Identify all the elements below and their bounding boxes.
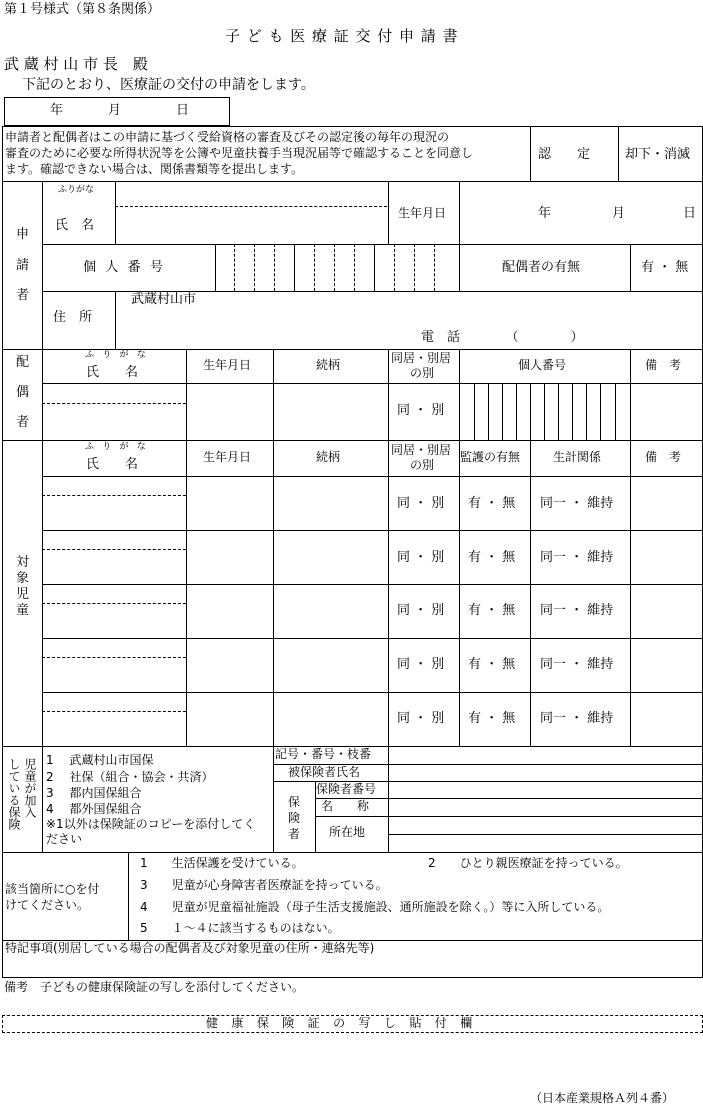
child-2-cohab-choice[interactable]: 同 ・ 別 — [397, 550, 445, 565]
children-label-2: 象 — [16, 571, 30, 586]
child-3-name-field[interactable] — [42, 584, 186, 638]
footer-standard: （日本産業規格Ａ列４番） — [530, 1091, 675, 1105]
spouse-label-2: 偶 — [16, 385, 30, 400]
remarks-text: 備考 子どもの健康保険証の写しを添付してください。 — [4, 980, 305, 994]
child-4-custody-choice[interactable]: 有 ・ 無 — [468, 657, 516, 672]
child-2-name-field[interactable] — [42, 530, 186, 584]
child-1-custody-choice[interactable]: 有 ・ 無 — [468, 496, 516, 511]
insurer-number-label: 保険者番号 — [316, 782, 377, 796]
spouse-dob-label: 生年月日 — [203, 358, 252, 372]
child-3-cohab-choice[interactable]: 同 ・ 別 — [397, 603, 445, 618]
child-3-relation-field[interactable] — [273, 584, 388, 638]
children-label-4: 童 — [16, 603, 30, 618]
phone-label: 電 話 （ ） — [421, 330, 584, 345]
applicant-dob-year: 年 — [538, 206, 552, 221]
spouse-cohab-choice[interactable]: 同 ・ 別 — [397, 403, 445, 418]
applicable-item-5[interactable]: 5 １～４に該当するものはない。 — [140, 921, 340, 935]
children-dob-label: 生年月日 — [203, 450, 252, 464]
spouse-remarks-label: 備 考 — [645, 358, 682, 372]
applicant-dob-month: 月 — [612, 206, 626, 221]
applicable-item-2[interactable]: 2 ひとり親医療証を持っている。 — [428, 856, 628, 870]
child-1-livelihood-choice[interactable]: 同一 ・ 維持 — [540, 496, 614, 511]
child-2-remarks-field[interactable] — [630, 530, 703, 584]
spouse-cohab-label-1: 同居・別居 — [391, 351, 452, 365]
insurance-label-col1: 児童が加入 — [23, 758, 37, 818]
applicant-dob-field[interactable] — [459, 181, 703, 244]
insurer-label-2: 険 — [288, 811, 301, 825]
applicable-item-1[interactable]: 1 生活保護を受けている。 — [140, 856, 304, 870]
insurance-option-4[interactable]: 4 都外国保組合 — [46, 802, 142, 816]
spouse-mynumber-label: 個人番号 — [518, 358, 567, 372]
child-2-dob-field[interactable] — [186, 530, 273, 584]
child-2-livelihood-choice[interactable]: 同一 ・ 維持 — [540, 550, 614, 565]
child-3-remarks-field[interactable] — [630, 584, 703, 638]
applicant-label-1: 申 — [16, 227, 30, 242]
spouse-presence-choice[interactable]: 有 ・ 無 — [641, 260, 689, 275]
child-5-dob-field[interactable] — [186, 692, 273, 746]
child-4-relation-field[interactable] — [273, 638, 388, 692]
spouse-presence-label: 配偶者の有無 — [502, 260, 581, 275]
spouse-name-label: 氏 名 — [86, 365, 139, 380]
applicant-address-field[interactable] — [115, 291, 703, 349]
children-label-1: 対 — [16, 555, 30, 570]
children-livelihood-label: 生計関係 — [553, 450, 602, 464]
child-4-dob-field[interactable] — [186, 638, 273, 692]
page-title: 子ども医療証交付申請書 — [225, 27, 465, 45]
addressee: 武 蔵 村 山 市 長 殿 — [4, 55, 148, 73]
children-cohab-label-1: 同居・別居 — [391, 443, 452, 457]
form-number: 第１号様式（第８条関係） — [4, 2, 161, 17]
child-1-dob-field[interactable] — [186, 476, 273, 530]
kyakka-label: 却下・消滅 — [625, 147, 691, 162]
insurance-option-2[interactable]: 2 社保（組合・協会・共済） — [46, 770, 214, 784]
insurer-label-3: 者 — [288, 827, 301, 841]
child-5-remarks-field[interactable] — [630, 692, 703, 746]
insurance-option-1[interactable]: 1 武蔵村山市国保 — [46, 753, 154, 767]
child-3-custody-choice[interactable]: 有 ・ 無 — [468, 603, 516, 618]
children-furigana-label: ふ り が な — [85, 442, 149, 452]
applicable-label-1: 該当箇所に○を付 — [5, 882, 100, 896]
spouse-label-3: 者 — [16, 415, 30, 430]
insurance-label-col2: している保険 — [7, 758, 21, 830]
insurer-number-field[interactable] — [388, 781, 703, 798]
child-5-name-field[interactable] — [42, 692, 186, 746]
consent-line-3: ます。確認できない場合は、関係書類等を提出します。 — [5, 162, 304, 176]
date-year-label: 年 — [50, 103, 64, 118]
applicant-label-3: 者 — [16, 288, 30, 303]
insured-name-field[interactable] — [388, 764, 703, 781]
applicant-mynumber-label: 個 人 番 号 — [83, 260, 166, 275]
spouse-cohab-label-2: の別 — [410, 366, 435, 380]
insurer-label-1: 保 — [288, 795, 301, 809]
insurance-symbol-field[interactable] — [388, 746, 703, 764]
spouse-dob-field[interactable] — [186, 383, 273, 440]
applicant-dob-label: 生年月日 — [398, 206, 447, 220]
children-custody-label: 監護の有無 — [460, 450, 521, 464]
applicable-item-3[interactable]: 3 児童が心身障害者医療証を持っている。 — [140, 878, 388, 892]
child-1-relation-field[interactable] — [273, 476, 388, 530]
applicant-label-2: 請 — [16, 258, 30, 273]
address-prefix: 武蔵村山市 — [131, 292, 197, 307]
child-4-livelihood-choice[interactable]: 同一 ・ 維持 — [540, 657, 614, 672]
spouse-furigana-label: ふ り が な — [85, 350, 149, 360]
child-4-remarks-field[interactable] — [630, 638, 703, 692]
applicant-furigana-label: ふりがな — [58, 185, 95, 195]
spouse-relation-field[interactable] — [273, 383, 388, 440]
insurance-note-2: ださい — [46, 832, 83, 846]
intro-text: 下記のとおり、医療証の交付の申請をします。 — [22, 77, 315, 93]
insured-name-label: 被保険者氏名 — [288, 765, 361, 779]
child-5-relation-field[interactable] — [273, 692, 388, 746]
child-5-custody-choice[interactable]: 有 ・ 無 — [468, 711, 516, 726]
child-1-name-field[interactable] — [42, 476, 186, 530]
applicant-name-label: 氏 名 — [55, 218, 95, 233]
applicable-label-2: けてください。 — [5, 898, 90, 912]
special-notes-field[interactable] — [2, 956, 703, 978]
consent-line-2: 審査のために必要な所得状況等を公簿や児童扶養手当現況届等で確認することを同意し — [5, 146, 474, 160]
child-2-relation-field[interactable] — [273, 530, 388, 584]
child-2-custody-choice[interactable]: 有 ・ 無 — [468, 550, 516, 565]
paste-area-label: 健 康 保 険 証 の 写 し 貼 付 欄 — [206, 1016, 477, 1030]
spouse-relation-label: 続柄 — [316, 358, 341, 372]
applicant-address-label: 住 所 — [53, 310, 93, 325]
insurance-note-1: ※1以外は保険証のコピーを添付してく — [46, 817, 256, 831]
spouse-name-field[interactable] — [42, 383, 186, 440]
children-remarks-label: 備 考 — [645, 450, 682, 464]
applicant-dob-day: 日 — [683, 206, 697, 221]
insurer-name-label: 名 称 — [321, 799, 370, 813]
child-4-cohab-choice[interactable]: 同 ・ 別 — [397, 657, 445, 672]
date-day-label: 日 — [176, 103, 190, 118]
applicant-mynumber-field[interactable] — [215, 244, 460, 291]
applicable-item-4[interactable]: 4 児童が児童福祉施設（母子生活支援施設、通所施設を除く。）等に入所している。 — [140, 900, 610, 914]
insurance-symbol-label: 記号・番号・枝番 — [275, 747, 372, 761]
children-name-label: 氏 名 — [86, 457, 139, 472]
children-cohab-label-2: の別 — [410, 458, 435, 472]
nintei-label: 認 定 — [538, 147, 591, 162]
special-notes-label: 特記事項(別居している場合の配偶者及び対象児童の住所・連絡先等) — [5, 941, 375, 955]
applicant-name-field[interactable] — [115, 181, 388, 244]
child-1-remarks-field[interactable] — [630, 476, 703, 530]
spouse-label-1: 配 — [16, 355, 30, 370]
insurer-name-field[interactable] — [388, 798, 703, 816]
child-5-cohab-choice[interactable]: 同 ・ 別 — [397, 711, 445, 726]
insurance-option-3[interactable]: 3 都内国保組合 — [46, 786, 142, 800]
child-4-name-field[interactable] — [42, 638, 186, 692]
child-3-dob-field[interactable] — [186, 584, 273, 638]
child-3-livelihood-choice[interactable]: 同一 ・ 維持 — [540, 603, 614, 618]
children-relation-label: 続柄 — [316, 450, 341, 464]
children-label-3: 児 — [16, 587, 30, 602]
child-1-cohab-choice[interactable]: 同 ・ 別 — [397, 496, 445, 511]
date-month-label: 月 — [108, 103, 122, 118]
child-5-livelihood-choice[interactable]: 同一 ・ 維持 — [540, 711, 614, 726]
insurer-address-label: 所在地 — [329, 825, 366, 839]
consent-line-1: 申請者と配偶者はこの申請に基づく受給資格の審査及びその認定後の毎年の現況の — [5, 130, 450, 144]
